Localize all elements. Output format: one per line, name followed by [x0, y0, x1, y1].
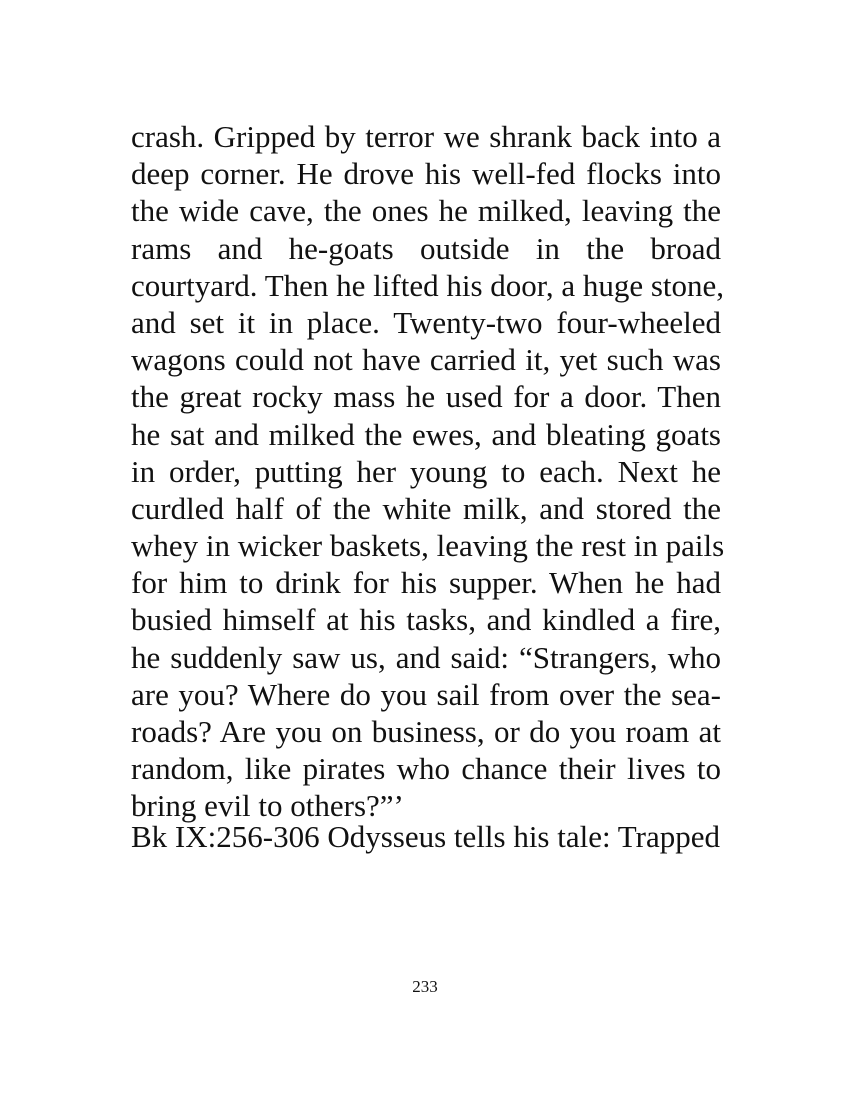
text-line: courtyard. Then he lifted his door, a huge stone, [131, 267, 725, 303]
text-line: the wide cave, the ones he milked, leaving the [131, 193, 721, 229]
text-line: curdled half of the white milk, and stored the [131, 490, 721, 526]
text-line: deep corner. He drove his well-fed flocks into [131, 156, 721, 192]
text-line: random, like pirates who chance their lives to [131, 751, 721, 787]
page-number: 233 [412, 977, 438, 996]
text-line: in order, putting her young to each. Next he [131, 453, 721, 489]
text-line: wagons could not have carried it, yet such was [131, 342, 721, 378]
text-line: he suddenly saw us, and said: “Strangers, who [131, 639, 721, 675]
text-line: rams and he-goats outside in the broad [131, 230, 721, 266]
text-line: the great rocky mass he used for a door. Then [131, 379, 721, 415]
text-line: whey in wicker baskets, leaving the rest in pails [131, 528, 725, 564]
text-line: crash. Gripped by terror we shrank back into a [131, 119, 721, 154]
text-line: are you? Where do you sail from over the sea- [131, 676, 721, 712]
text-line: busied himself at his tasks, and kindled a fire, [131, 602, 721, 638]
text-line: bring evil to others?”’ [131, 788, 404, 824]
section-heading: Bk IX:256-306 Odysseus tells his tale: Trapped [131, 819, 720, 854]
text-line: he sat and milked the ewes, and bleating goats [131, 416, 721, 452]
text-line: roads? Are you on business, or do you roam at [131, 714, 721, 749]
text-line: for him to drink for his supper. When he had [131, 565, 721, 601]
text-line: and set it in place. Twenty-two four-wheeled [131, 304, 721, 340]
body-paragraph [131, 118, 725, 825]
